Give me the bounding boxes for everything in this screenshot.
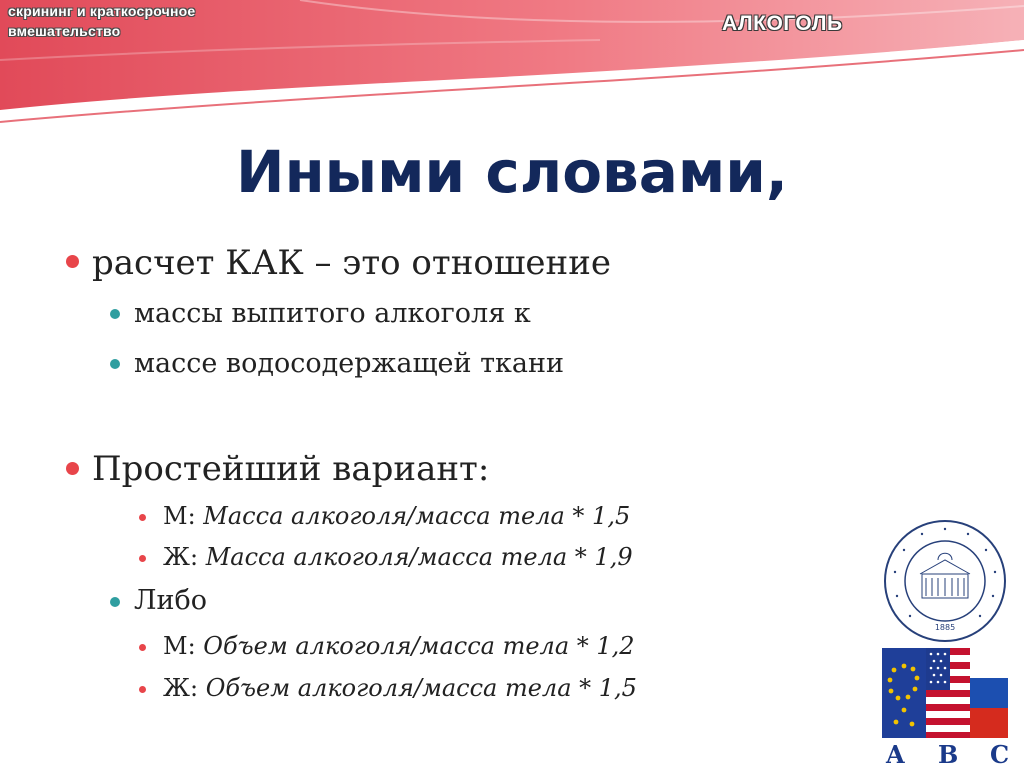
formula-text: Масса алкоголя/масса тела * 1,9 <box>205 543 633 571</box>
formula-prefix: М: <box>163 502 204 530</box>
header-subtitle <box>8 1 258 41</box>
bullet-dot <box>139 514 146 521</box>
formula-prefix: Ж: <box>163 543 206 571</box>
bullet-dot <box>139 555 146 562</box>
header-topic: АЛКОГОЛЬ <box>722 12 843 35</box>
academy-seal-logo <box>882 518 1008 644</box>
formula-female-mass <box>163 543 633 571</box>
bullet-dot <box>66 255 79 268</box>
bullet-simplest-variant: Простейший вариант: <box>92 449 490 489</box>
sub-bullet-water-tissue: массе водосодержащей ткани <box>134 348 564 379</box>
bullet-dot <box>110 309 120 319</box>
seal-year: 1885 <box>934 623 956 632</box>
bullet-calculation: расчет КАК – это отношение <box>92 243 611 283</box>
flags-logo <box>882 648 1008 742</box>
formula-female-volume <box>163 674 637 702</box>
sub-bullet-or: Либо <box>134 585 208 616</box>
header-subtitle-line2: вмешательство <box>8 23 121 39</box>
logo-letter-a: A <box>886 740 905 769</box>
logo-letter-c: C <box>990 740 1010 769</box>
formula-male-mass <box>163 502 630 530</box>
formula-text: Масса алкоголя/масса тела * 1,5 <box>203 502 631 530</box>
bullet-dot <box>139 686 146 693</box>
formula-male-volume <box>163 632 635 660</box>
bullet-dot <box>110 597 120 607</box>
formula-text: Объем алкоголя/масса тела * 1,2 <box>203 632 635 660</box>
sub-bullet-mass-alcohol: массы выпитого алкоголя к <box>134 298 531 329</box>
slide-title: Иными словами, <box>236 138 788 206</box>
bullet-dot <box>139 644 146 651</box>
bullet-dot <box>110 359 120 369</box>
logo-letter-b: B <box>938 740 959 769</box>
bullet-dot <box>66 462 79 475</box>
formula-text: Объем алкоголя/масса тела * 1,5 <box>205 674 637 702</box>
formula-prefix: Ж: <box>163 674 206 702</box>
header-subtitle-line1: скрининг и краткосрочное <box>8 3 196 19</box>
formula-prefix: М: <box>163 632 204 660</box>
